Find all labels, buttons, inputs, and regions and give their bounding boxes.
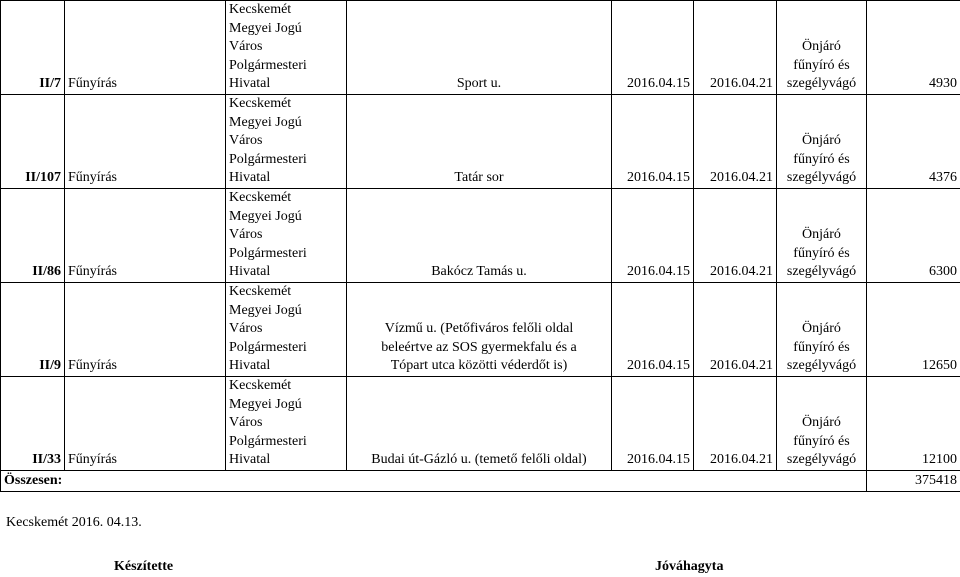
organization-cell-line: Hivatal xyxy=(229,452,271,468)
total-value: 375418 xyxy=(867,471,960,492)
start-date: 2016.04.15 xyxy=(612,283,694,377)
tool-cell-line: fűnyíró és xyxy=(793,245,850,261)
organization-cell-line: Polgármesteri xyxy=(229,245,307,261)
organization-cell-line: Kecskemét xyxy=(229,96,292,112)
location-cell xyxy=(347,189,612,283)
organization-cell-line: Megyei Jogú xyxy=(229,302,302,318)
total-row xyxy=(1,471,960,492)
tool-cell-line: szegélyvágó xyxy=(786,170,857,186)
end-date: 2016.04.21 xyxy=(694,377,777,471)
organization-cell-line: Kecskemét xyxy=(229,284,292,300)
location-cell xyxy=(347,95,612,189)
approved-by-label: Jóváhagyta xyxy=(655,559,724,574)
organization-cell-line: Város xyxy=(229,39,263,55)
tool-cell-line: fűnyíró és xyxy=(793,339,850,355)
total-label: Összesen: xyxy=(1,471,867,492)
organization-cell-line: Polgármesteri xyxy=(229,151,307,167)
organization-cell-line: Város xyxy=(229,227,263,243)
prepared-by-label: Készítette xyxy=(114,559,174,574)
start-date: 2016.04.15 xyxy=(612,1,694,95)
end-date: 2016.04.21 xyxy=(694,1,777,95)
tool-cell-line: fűnyíró és xyxy=(793,433,850,449)
organization-cell-line: Polgármesteri xyxy=(229,339,307,355)
organization-cell-line: Hivatal xyxy=(229,170,271,186)
activity-cell: Fűnyírás xyxy=(65,377,226,471)
area-value: 6300 xyxy=(867,189,960,283)
tool-cell-line: szegélyvágó xyxy=(786,76,857,92)
area-code: II/86 xyxy=(1,189,65,283)
organization-cell-line: Hivatal xyxy=(229,76,271,92)
tool-cell-line: fűnyíró és xyxy=(793,57,850,73)
table-row xyxy=(1,283,960,377)
organization-cell-line: Hivatal xyxy=(229,264,271,280)
organization-cell-line: Kecskemét xyxy=(229,2,292,18)
tool-cell xyxy=(777,1,867,95)
tool-cell xyxy=(777,283,867,377)
organization-cell xyxy=(226,95,347,189)
end-date: 2016.04.21 xyxy=(694,283,777,377)
organization-cell-line: Polgármesteri xyxy=(229,57,307,73)
tool-cell-line: fűnyíró és xyxy=(793,151,850,167)
tool-cell-line: szegélyvágó xyxy=(786,358,857,374)
organization-cell-line: Város xyxy=(229,415,263,431)
activity-cell: Fűnyírás xyxy=(65,95,226,189)
tool-cell-line: szegélyvágó xyxy=(786,264,857,280)
table-row xyxy=(1,95,960,189)
tool-cell-line: Önjáró xyxy=(802,415,841,431)
organization-cell-line: Város xyxy=(229,133,263,149)
table-row xyxy=(1,189,960,283)
start-date: 2016.04.15 xyxy=(612,377,694,471)
organization-cell xyxy=(226,189,347,283)
end-date: 2016.04.21 xyxy=(694,95,777,189)
location-cell-line: Tópart utca közötti véderdőt is) xyxy=(390,358,568,374)
tool-cell xyxy=(777,377,867,471)
end-date: 2016.04.21 xyxy=(694,189,777,283)
organization-cell xyxy=(226,1,347,95)
area-value: 4930 xyxy=(867,1,960,95)
organization-cell-line: Kecskemét xyxy=(229,378,292,394)
area-value: 12100 xyxy=(867,377,960,471)
location-cell-line: Budai út-Gázló u. (temető felőli oldal) xyxy=(371,452,587,468)
tool-cell-line: Önjáró xyxy=(802,133,841,149)
organization-cell-line: Megyei Jogú xyxy=(229,114,302,130)
location-cell xyxy=(347,283,612,377)
organization-cell xyxy=(226,377,347,471)
location-cell-line: Bakócz Tamás u. xyxy=(431,264,527,280)
location-cell-line: Vízmű u. (Petőfiváros felőli oldal xyxy=(384,321,574,337)
tool-cell-line: Önjáró xyxy=(802,39,841,55)
area-code: II/107 xyxy=(1,95,65,189)
location-cell-line: Tatár sor xyxy=(454,170,504,186)
location-cell xyxy=(347,1,612,95)
activity-cell: Fűnyírás xyxy=(65,283,226,377)
tool-cell xyxy=(777,189,867,283)
organization-cell-line: Kecskemét xyxy=(229,190,292,206)
location-cell xyxy=(347,377,612,471)
tool-cell-line: szegélyvágó xyxy=(786,452,857,468)
activity-cell: Fűnyírás xyxy=(65,1,226,95)
organization-cell-line: Polgármesteri xyxy=(229,433,307,449)
tool-cell xyxy=(777,95,867,189)
organization-cell-line: Hivatal xyxy=(229,358,271,374)
table-row xyxy=(1,377,960,471)
area-value: 4376 xyxy=(867,95,960,189)
location-cell-line: Sport u. xyxy=(456,76,502,92)
location-cell-line: beleértve az SOS gyermekfalu és a xyxy=(381,339,577,355)
organization-cell-line: Város xyxy=(229,321,263,337)
area-code: II/33 xyxy=(1,377,65,471)
organization-cell xyxy=(226,283,347,377)
area-value: 12650 xyxy=(867,283,960,377)
organization-cell-line: Megyei Jogú xyxy=(229,396,302,412)
tool-cell-line: Önjáró xyxy=(802,321,841,337)
footer-date: Kecskemét 2016. 04.13. xyxy=(6,515,142,530)
organization-cell-line: Megyei Jogú xyxy=(229,208,302,224)
start-date: 2016.04.15 xyxy=(612,95,694,189)
area-code: II/9 xyxy=(1,283,65,377)
organization-cell-line: Megyei Jogú xyxy=(229,20,302,36)
tool-cell-line: Önjáró xyxy=(802,227,841,243)
table-row xyxy=(1,1,960,95)
area-code: II/7 xyxy=(1,1,65,95)
table-body xyxy=(1,1,960,471)
start-date: 2016.04.15 xyxy=(612,189,694,283)
activity-cell: Fűnyírás xyxy=(65,189,226,283)
